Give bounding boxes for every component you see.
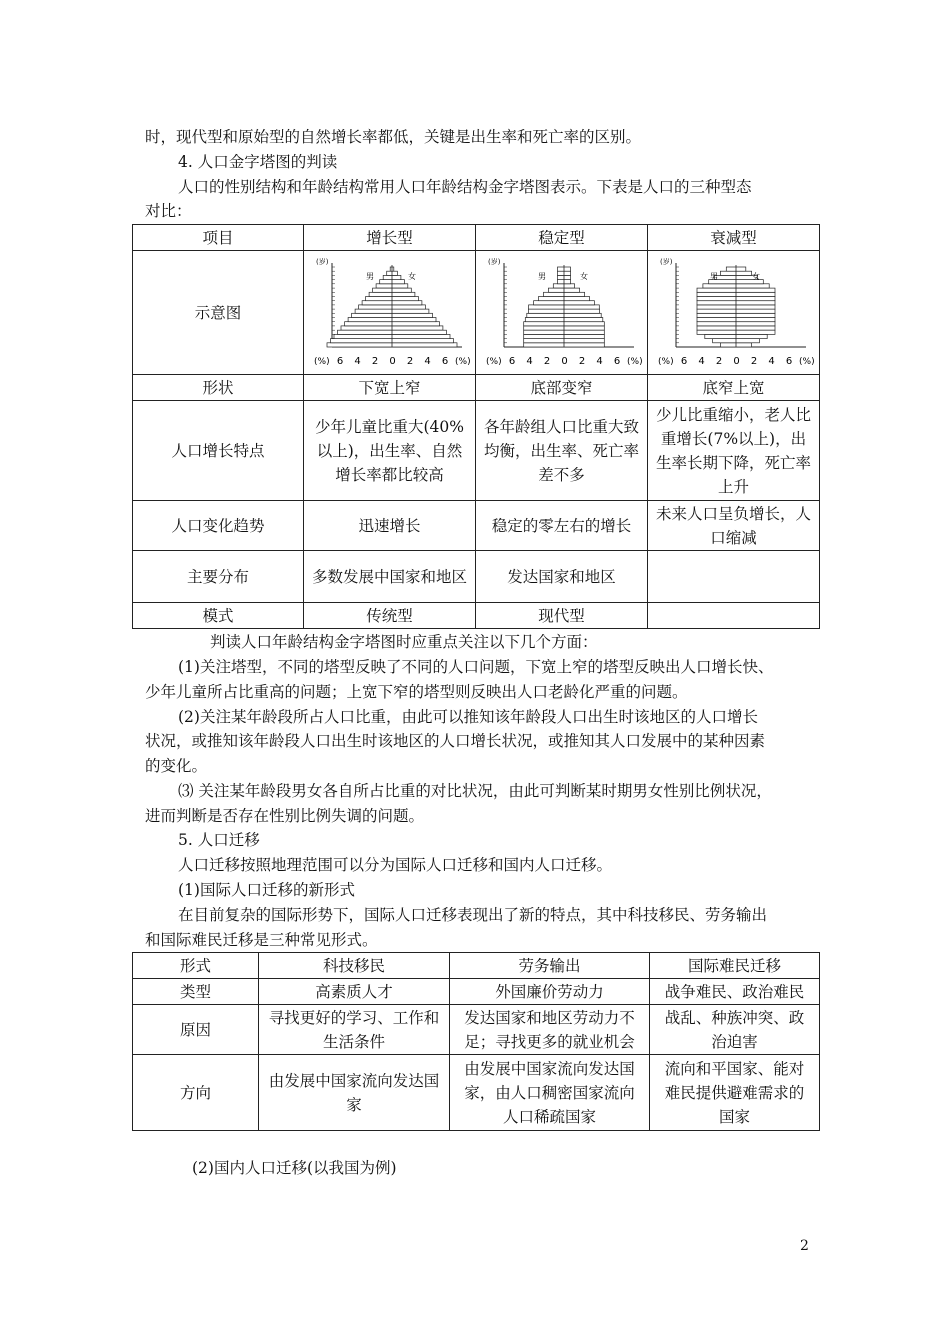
population-pyramid-decline (656, 255, 816, 371)
x-tick-label: 6 (441, 355, 449, 367)
female-label: 女 (580, 271, 588, 281)
paragraph: 状况，或推知该年龄段人口出生时该地区的人口增长状况，或推知其人口发展中的某种因素 (145, 732, 766, 750)
table-header: 衰减型 (648, 225, 820, 251)
x-tick-label: 4 (354, 355, 361, 367)
table-cell: 类型 (133, 979, 259, 1005)
table-cell: 由发展中国家流向发达国家 (259, 1055, 450, 1131)
paragraph: 在目前复杂的国际形势下，国际人口迁移表现出了新的特点，其中科技移民、劳务输出 (178, 906, 768, 924)
section-heading: 4. 人口金字塔图的判读 (178, 153, 338, 171)
x-tick-label: 2 (750, 355, 758, 367)
male-label: 男 (710, 271, 718, 281)
x-tick-label: 4 (698, 355, 705, 367)
table-cell: 由发展中国家流向发达国家，由人口稠密国家流向人口稀疏国家 (450, 1055, 650, 1131)
x-tick-label: 0 (733, 355, 740, 367)
table-cell: 多数发展中国家和地区 (304, 551, 476, 603)
pyramid-cell-growth (304, 251, 476, 375)
paragraph: 进而判断是否存在性别比例失调的问题。 (145, 807, 425, 825)
paragraph: 判读人口年龄结构金字塔图时应重点关注以下几个方面： (210, 633, 598, 651)
table-cell: 底窄上宽 (648, 375, 820, 401)
x-tick-label: 6 (613, 355, 621, 367)
table-cell: 发达国家和地区劳动力不足；寻找更多的就业机会 (450, 1005, 650, 1055)
x-tick-label: 2 (715, 355, 723, 367)
paragraph: ⑶ 关注某年龄段男女各自所占比重的对比状况，由此可判断某时期男女性别比例状况， (178, 782, 772, 800)
table-cell: 原因 (133, 1005, 259, 1055)
female-label: 女 (408, 271, 416, 281)
population-pyramid-stable (484, 255, 644, 371)
paragraph: 对比： (145, 202, 192, 220)
table-cell: 示意图 (133, 251, 304, 375)
table-header: 增长型 (304, 225, 476, 251)
table-cell: 未来人口呈负增长，人口缩减 (648, 501, 820, 551)
paragraph: 时，现代型和原始型的自然增长率都低，关键是出生率和死亡率的区别。 (145, 128, 642, 146)
table-cell: 传统型 (304, 603, 476, 629)
table-cell: 方向 (133, 1055, 259, 1131)
table-cell (648, 603, 820, 629)
x-tick-label: 2 (406, 355, 414, 367)
paragraph: 的变化。 (145, 757, 208, 775)
population-type-table (132, 224, 820, 629)
x-tick-label: 4 (424, 355, 431, 367)
pct-label: (%) (799, 356, 815, 367)
table-cell: 稳定的零左右的增长 (476, 501, 648, 551)
paragraph: 少年儿童所占比重高的问题；上宽下窄的塔型则反映出人口老龄化严重的问题。 (145, 683, 688, 701)
paragraph: 人口的性别结构和年龄结构常用人口年龄结构金字塔图表示。下表是人口的三种型态 (178, 178, 752, 196)
table-cell: 战争难民、政治难民 (650, 979, 820, 1005)
table-cell: 流向和平国家、能对难民提供避难需求的国家 (650, 1055, 820, 1131)
x-tick-label: 6 (680, 355, 688, 367)
paragraph: (1)关注塔型，不同的塔型反映了不同的人口问题，下宽上窄的塔型反映出人口增长快、 (178, 658, 774, 676)
table-cell: 高素质人才 (259, 979, 450, 1005)
migration-form-table (132, 952, 820, 1131)
table-cell: 主要分布 (133, 551, 304, 603)
page-number: 2 (800, 1238, 809, 1254)
table-cell: 少儿比重缩小，老人比重增长(7%以上)，出生率长期下降，死亡率上升 (648, 401, 820, 501)
subsection-heading: (1)国际人口迁移的新形式 (178, 881, 355, 899)
table-cell: 底部变窄 (476, 375, 648, 401)
table-header: 形式 (133, 953, 259, 979)
pyramid-cell-decline (648, 251, 820, 375)
table-header: 劳务输出 (450, 953, 650, 979)
x-tick-label: 6 (508, 355, 516, 367)
female-label: 女 (752, 271, 760, 281)
table-cell (648, 551, 820, 603)
table-cell: 外国廉价劳动力 (450, 979, 650, 1005)
age-unit-label: (岁) (316, 257, 329, 266)
table-cell: 各年龄组人口比重大致均衡，出生率、死亡率差不多 (476, 401, 648, 501)
table-cell: 形状 (133, 375, 304, 401)
table-cell: 人口增长特点 (133, 401, 304, 501)
table-cell: 人口变化趋势 (133, 501, 304, 551)
x-tick-label: 6 (785, 355, 793, 367)
table-header: 项目 (133, 225, 304, 251)
x-tick-label: 6 (336, 355, 344, 367)
paragraph: (2)国内人口迁移(以我国为例) (192, 1159, 397, 1177)
paragraph: 和国际难民迁移是三种常见形式。 (145, 931, 378, 949)
paragraph: (2)关注某年龄段所占人口比重，由此可以推知该年龄段人口出生时该地区的人口增长 (178, 708, 758, 726)
table-header: 稳定型 (476, 225, 648, 251)
table-header: 国际难民迁移 (650, 953, 820, 979)
x-tick-label: 4 (526, 355, 533, 367)
x-tick-label: 2 (371, 355, 379, 367)
age-unit-label: (岁) (488, 257, 501, 266)
x-tick-label: 0 (389, 355, 396, 367)
table-cell: 寻找更好的学习、工作和生活条件 (259, 1005, 450, 1055)
population-pyramid-growth (312, 255, 472, 371)
pyramid-cell-stable (476, 251, 648, 375)
paragraph: 人口迁移按照地理范围可以分为国际人口迁移和国内人口迁移。 (178, 856, 613, 874)
section-heading: 5. 人口迁移 (178, 831, 260, 849)
table-cell: 战乱、种族冲突、政治迫害 (650, 1005, 820, 1055)
x-tick-label: 0 (561, 355, 568, 367)
male-label: 男 (538, 271, 546, 281)
table-cell: 迅速增长 (304, 501, 476, 551)
x-tick-label: 2 (543, 355, 551, 367)
pct-label: (%) (455, 356, 471, 367)
x-tick-label: 4 (768, 355, 775, 367)
table-cell: 模式 (133, 603, 304, 629)
pct-label: (%) (658, 356, 674, 367)
table-cell: 下宽上窄 (304, 375, 476, 401)
x-tick-label: 2 (578, 355, 586, 367)
x-tick-label: 4 (596, 355, 603, 367)
pct-label: (%) (314, 356, 330, 367)
table-cell: 发达国家和地区 (476, 551, 648, 603)
pct-label: (%) (486, 356, 502, 367)
male-label: 男 (366, 271, 374, 281)
pct-label: (%) (627, 356, 643, 367)
table-cell: 现代型 (476, 603, 648, 629)
table-header: 科技移民 (259, 953, 450, 979)
table-cell: 少年儿童比重大(40%以上)，出生率、自然增长率都比较高 (304, 401, 476, 501)
age-unit-label: (岁) (660, 257, 673, 266)
